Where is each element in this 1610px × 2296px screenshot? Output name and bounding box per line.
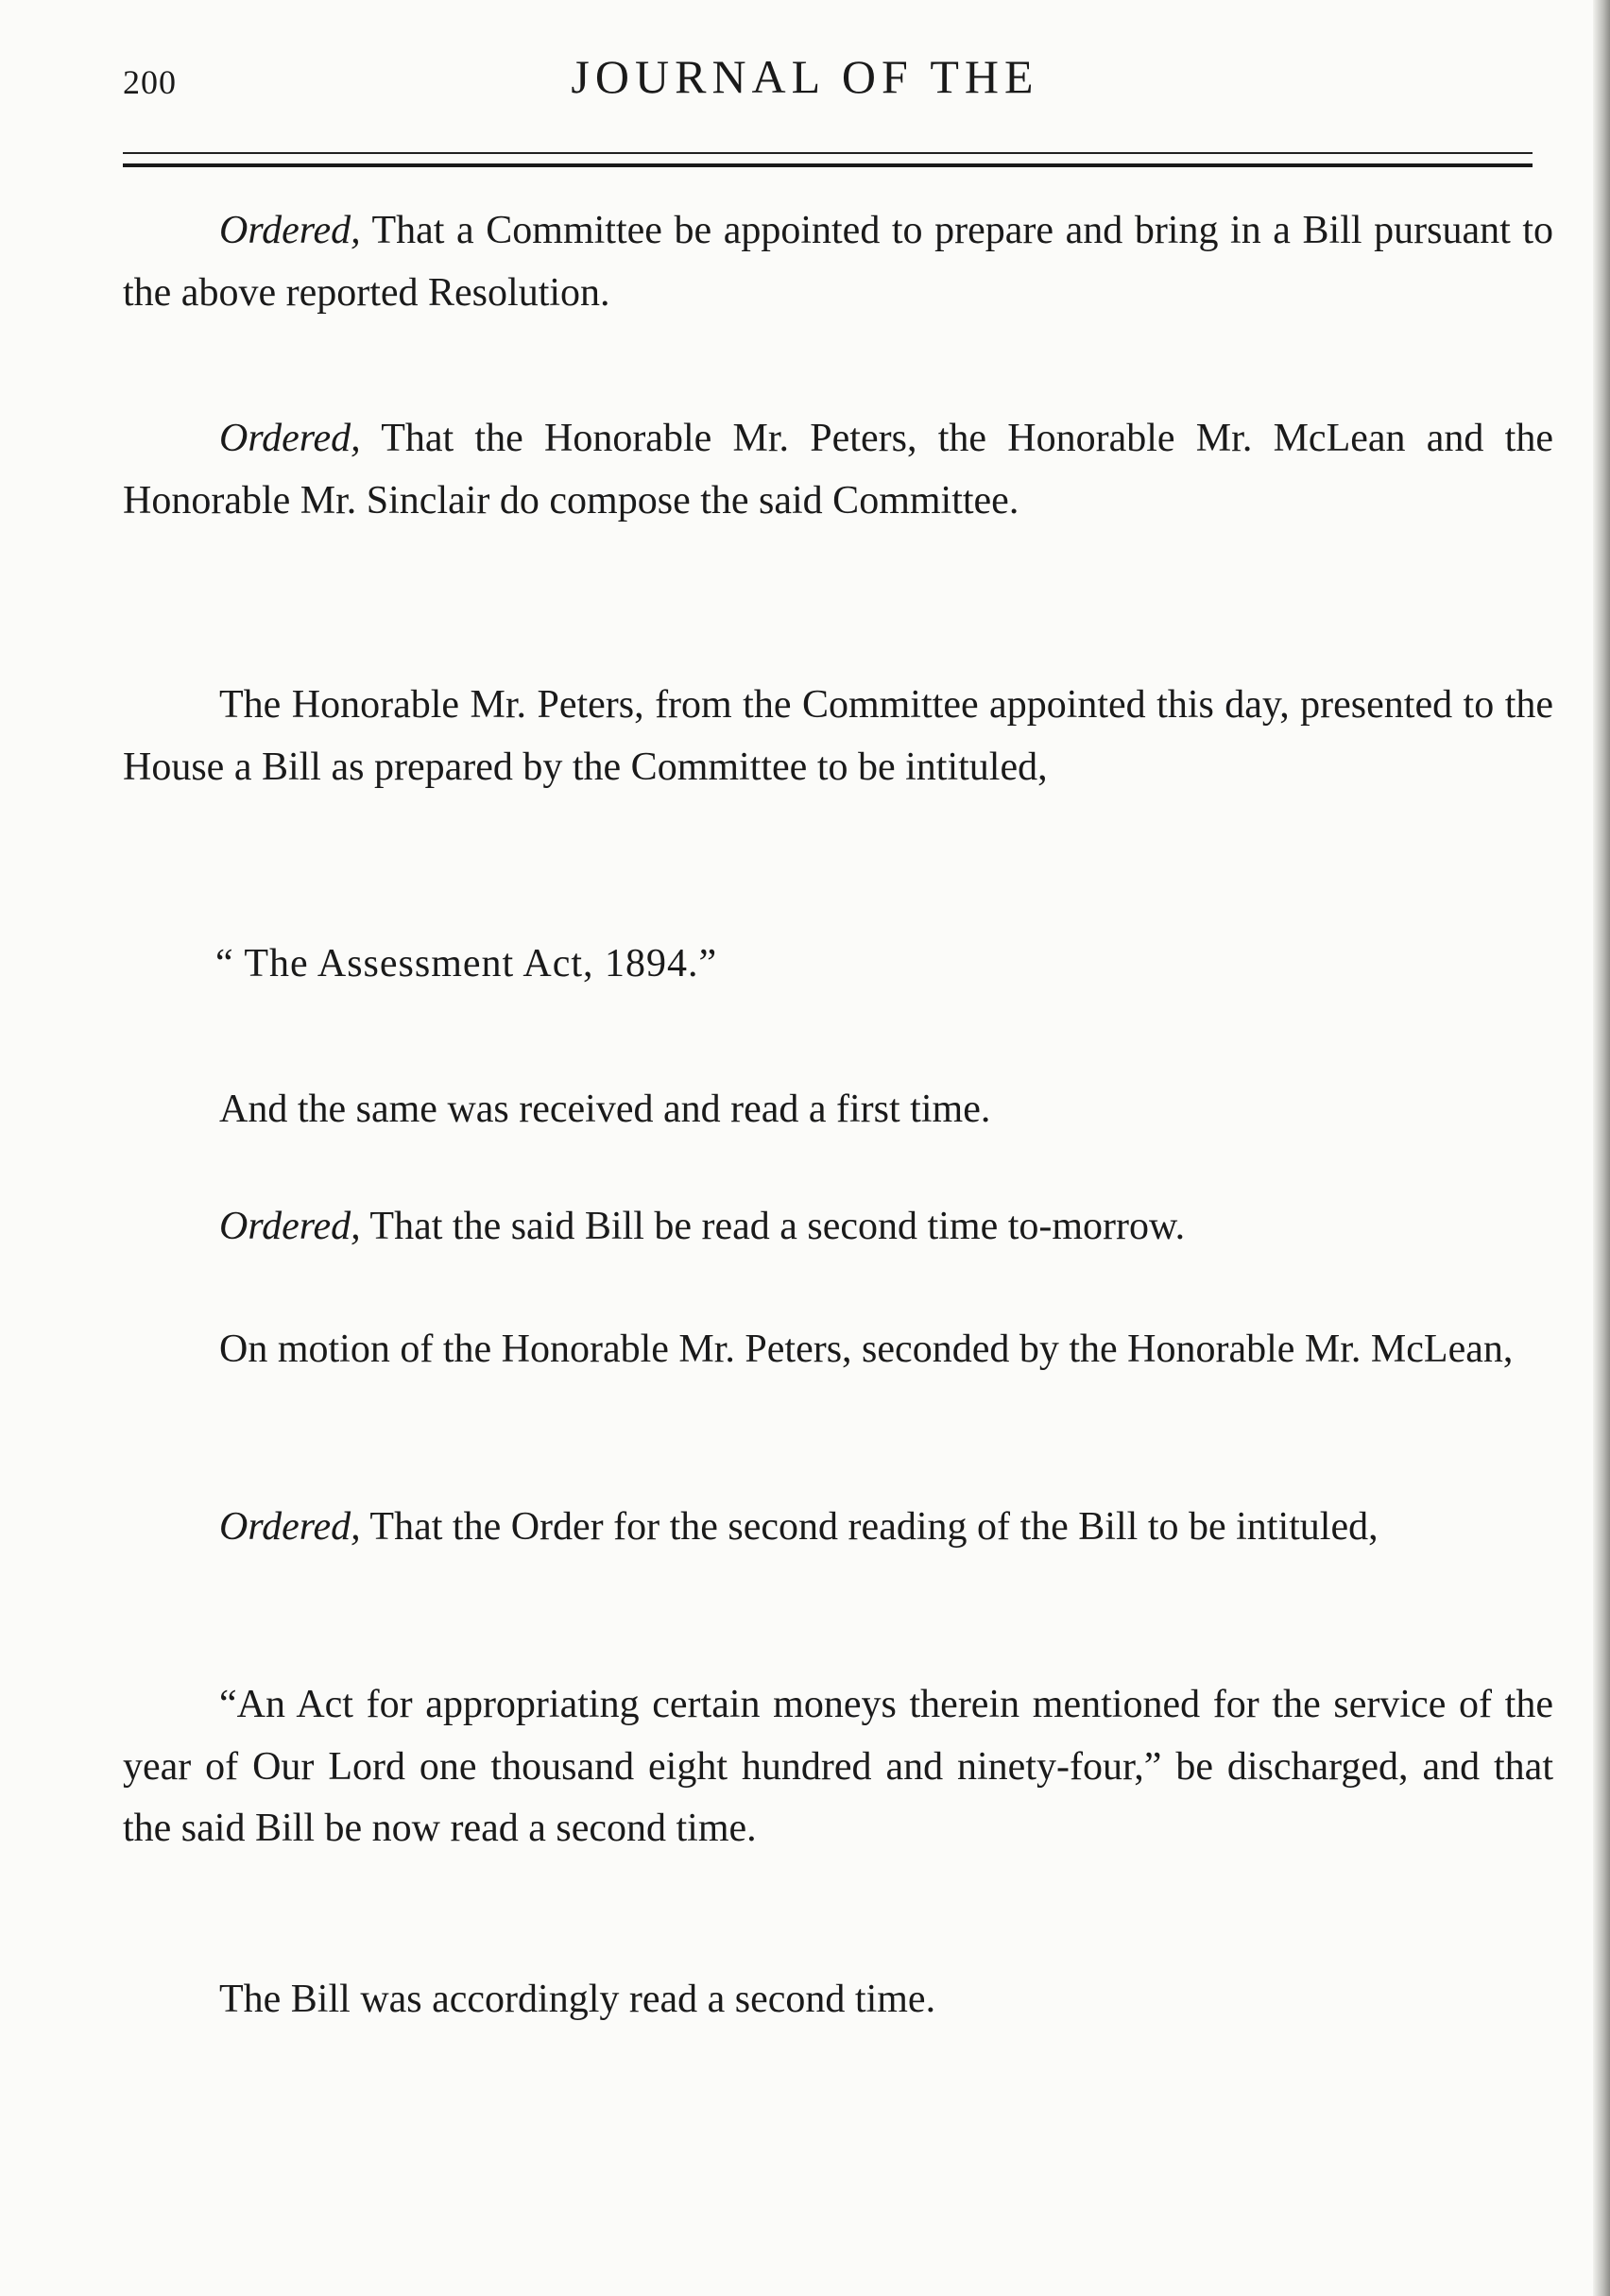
paragraph-first-reading	[123, 1079, 1553, 1141]
paragraph-text: The Honorable Mr. Peters, from the Committee appointed this day, presented to the House a Bill as prepared by the Committee to be intituled,	[123, 683, 1553, 789]
bill-title-assessment-act: “ The Assessment Act, 1894.”	[215, 942, 718, 985]
paragraph-committee-appointed	[123, 200, 1553, 324]
ordered-label: Ordered,	[219, 1205, 361, 1248]
paragraph-second-reading-order	[123, 1196, 1553, 1259]
paragraph-text: “An Act for appropriating certain moneys therein mentioned for the service of the year of Our Lord one thousand eight hundred and ninety-four,” be discharged, and that the said Bill be now read a second time.	[123, 1683, 1553, 1851]
header-rule-thick	[123, 163, 1533, 167]
header-rule-thin	[123, 152, 1533, 154]
paragraph-appropriation-act	[123, 1674, 1553, 1860]
paragraph-committee-members	[123, 408, 1553, 532]
paragraph-order-discharged	[123, 1497, 1553, 1559]
page-number: 200	[123, 63, 177, 101]
ordered-label: Ordered,	[219, 209, 361, 252]
paragraph-text: That a Committee be appointed to prepare and bring in a Bill pursuant to the above reported Resolution.	[123, 209, 1553, 315]
paragraph-text: That the Order for the second reading of the Bill to be intituled,	[360, 1505, 1379, 1549]
paragraph-second-reading-done	[123, 1969, 1553, 2031]
page-edge-shadow	[1593, 0, 1610, 2296]
paragraph-text: That the said Bill be read a second time to-morrow.	[360, 1205, 1186, 1248]
paragraph-text: On motion of the Honorable Mr. Peters, seconded by the Honorable Mr. McLean,	[219, 1328, 1514, 1371]
ordered-label: Ordered,	[219, 417, 361, 460]
ordered-label: Ordered,	[219, 1505, 361, 1549]
paragraph-bill-presented	[123, 675, 1553, 798]
running-head: JOURNAL OF THE	[571, 50, 1039, 103]
paragraph-text: That the Honorable Mr. Peters, the Honorable Mr. McLean and the Honorable Mr. Sinclair do compose the said Committee.	[123, 417, 1553, 523]
paragraph-text: And the same was received and read a first time.	[219, 1088, 991, 1131]
paragraph-text: The Bill was accordingly read a second time.	[219, 1978, 936, 2021]
paragraph-motion	[123, 1319, 1553, 1381]
